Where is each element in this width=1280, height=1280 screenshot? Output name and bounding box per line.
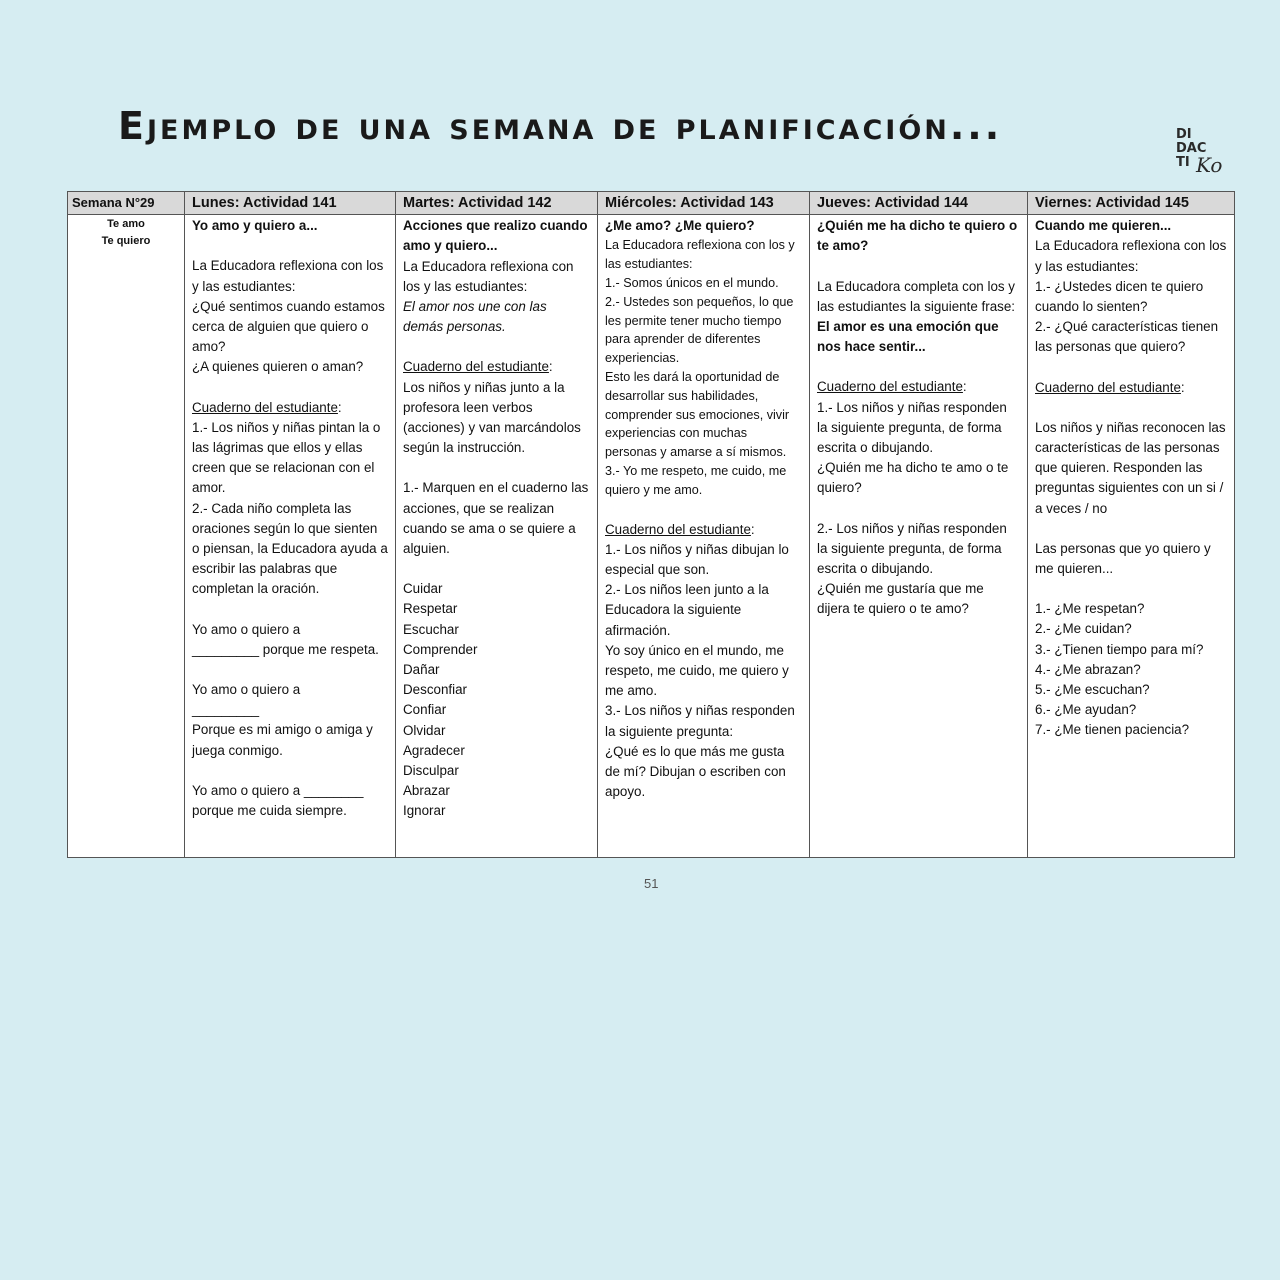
friday-cuaderno-colon: : [1180,379,1185,395]
list-item: Abrazar [403,783,450,799]
thursday-cell [810,215,1028,858]
monday-item-2: 2.- Cada niño completa las oraciones según lo que sienten o piensan, la Educadora ayuda a escribir las palabras que completan la oración. [192,500,388,597]
list-item: 5.- ¿Me escuchan? [1035,682,1150,698]
monday-sentence-2c: Porque es mi amigo o amiga y juega conmigo. [192,722,373,758]
logo-line-1: DI [1176,127,1192,142]
tuesday-p3: Los niños y niñas junto a la profesora leen verbos (acciones) y van marcándolos según la instrucción. [403,379,581,456]
list-item: 4.- ¿Me abrazan? [1035,661,1141,677]
list-item: Ignorar [403,803,446,819]
thursday-item-2: ¿Quién me ha dicho te amo o te quiero? [817,460,1009,496]
monday-sentence-2b: _________ [192,702,260,718]
thursday-title: ¿Quién me ha dicho te quiero o te amo? [817,218,1018,254]
logo-line-2: DAC [1176,141,1207,156]
wednesday-cuaderno: Cuaderno del estudiante [605,521,751,537]
monday-sentence-3a: Yo amo o quiero a ________ [192,782,364,798]
header-monday: Lunes: Actividad 141 [185,192,396,215]
thursday-cuaderno: Cuaderno del estudiante [817,379,963,395]
wednesday-p4: Esto les dará la oportunidad de desarrollar sus habilidades, comprender sus emociones, vivir experiencias con muchas personas y amarse a sí mismos. [605,369,790,460]
tuesday-p4: 1.- Marquen en el cuaderno las acciones, que se realizan cuando se ama o se quiere a alguien. [403,480,589,557]
monday-sentence-1b: _________ porque me respeta. [192,641,379,657]
list-item: Respetar [403,601,458,617]
logo-line-4: Ko [1196,153,1223,177]
friday-p1: La Educadora reflexiona con los y las estudiantes: [1035,238,1227,274]
thursday-p1: La Educadora completa con los y las estudiantes la siguiente frase: [817,278,1016,314]
header-thursday: Jueves: Actividad 144 [810,192,1028,215]
wednesday-item-3: Yo soy único en el mundo, me respeto, me cuido, me quiero y me amo. [605,642,789,699]
list-item: Disculpar [403,763,459,779]
friday-cuaderno: Cuaderno del estudiante [1035,379,1181,395]
thursday-item-1: 1.- Los niños y niñas responden la siguiente pregunta, de forma escrita o dibujando. [817,399,1007,456]
table-header-row [68,192,1235,215]
header-tuesday: Martes: Actividad 142 [396,192,598,215]
tuesday-title: Acciones que realizo cuando amo y quiero... [403,218,588,254]
wednesday-cell [598,215,810,858]
wednesday-p5: 3.- Yo me respeto, me cuido, me quiero y me amo. [605,463,787,497]
list-item: Agradecer [403,742,465,758]
list-item: Olvidar [403,722,446,738]
wednesday-title: ¿Me amo? ¿Me quiero? [605,218,755,234]
monday-p2: ¿Qué sentimos cuando estamos cerca de alguien que quiero o amo? [192,298,385,355]
friday-p2: 1.- ¿Ustedes dicen te quiero cuando lo sienten? [1035,278,1204,315]
friday-p3: 2.- ¿Qué características tienen las personas que quiero? [1035,319,1219,355]
page-title: Ejemplo de una semana de planificación... [118,104,1003,148]
friday-p4: Los niños y niñas reconocen las características de las personas que quieren. Responden las preguntas siguientes con un si / a veces / no [1035,419,1226,516]
wednesday-item-1: 1.- Los niños y niñas dibujan lo especial que son. [605,541,789,577]
list-item: Escuchar [403,621,459,637]
tuesday-cuaderno: Cuaderno del estudiante [403,359,549,375]
week-topic-cell [68,215,185,858]
list-item: 6.- ¿Me ayudan? [1035,702,1137,718]
wednesday-item-2: 2.- Los niños leen junto a la Educadora la siguiente afirmación. [605,582,769,638]
header-friday: Viernes: Actividad 145 [1028,192,1235,215]
monday-title: Yo amo y quiero a... [192,218,318,234]
wednesday-p2: 1.- Somos únicos en el mundo. [605,276,779,290]
list-item: Cuidar [403,581,443,597]
logo-line-3: TI [1176,155,1190,170]
monday-sentence-2a: Yo amo o quiero a [192,682,301,698]
tuesday-cuaderno-colon: : [548,359,553,375]
verb-list [403,579,590,821]
list-item: Dañar [403,662,440,678]
monday-item-1: 1.- Los niños y niñas pintan la o las lágrimas que ellos y ellas creen que se relacionan con el amor. [192,419,381,496]
header-wednesday: Miércoles: Actividad 143 [598,192,810,215]
friday-p5: Las personas que yo quiero y me quieren... [1035,540,1211,577]
tuesday-p1: La Educadora reflexiona con los y las estudiantes: [403,258,574,294]
list-item: Confiar [403,702,447,718]
week-topic-line-1: Te amo [107,218,145,231]
monday-sentence-3b: porque me cuida siempre. [192,803,347,819]
didactiko-logo [1176,128,1224,188]
monday-cuaderno: Cuaderno del estudiante [192,399,338,415]
thursday-item-3: 2.- Los niños y niñas responden la siguiente pregunta, de forma escrita o dibujando. [817,520,1007,577]
wednesday-p3: 2.- Ustedes son pequeños, lo que les permite tener mucho tiempo para aprender de diferentes experiencias. [605,294,794,366]
thursday-item-4: ¿Quién me gustaría que me dijera te quiero o te amo? [817,581,984,617]
monday-p3: ¿A quienes quieren o aman? [192,359,364,375]
monday-cuaderno-colon: : [337,399,342,415]
question-list [1035,599,1227,740]
wednesday-p1: La Educadora reflexiona con los y las estudiantes: [605,238,795,272]
list-item: 3.- ¿Tienen tiempo para mí? [1035,641,1204,657]
monday-sentence-1a: Yo amo o quiero a [192,621,301,637]
page-number: 51 [644,876,659,891]
thursday-p2: El amor es una emoción que nos hace sentir... [817,319,999,355]
list-item: 1.- ¿Me respetan? [1035,601,1145,617]
friday-title: Cuando me quieren... [1035,218,1172,234]
header-week: Semana N°29 [68,192,185,215]
weekly-plan-table [67,191,1235,858]
list-item: Comprender [403,641,478,657]
monday-cell [185,215,396,858]
wednesday-item-4: 3.- Los niños y niñas responden la siguiente pregunta: [605,703,795,739]
list-item: 7.- ¿Me tienen paciencia? [1035,722,1190,738]
monday-p1: La Educadora reflexiona con los y las estudiantes: [192,258,384,294]
table-row [68,215,1235,858]
list-item: 2.- ¿Me cuidan? [1035,621,1132,637]
thursday-cuaderno-colon: : [962,379,967,395]
tuesday-cell [396,215,598,858]
wednesday-cuaderno-colon: : [750,521,755,537]
wednesday-item-5: ¿Qué es lo que más me gusta de mí? Dibujan o escriben con apoyo. [605,743,786,800]
friday-cell [1028,215,1235,858]
list-item: Desconfiar [403,682,468,698]
tuesday-p2: El amor nos une con las demás personas. [403,299,547,335]
week-topic-line-2: Te quiero [101,235,151,248]
